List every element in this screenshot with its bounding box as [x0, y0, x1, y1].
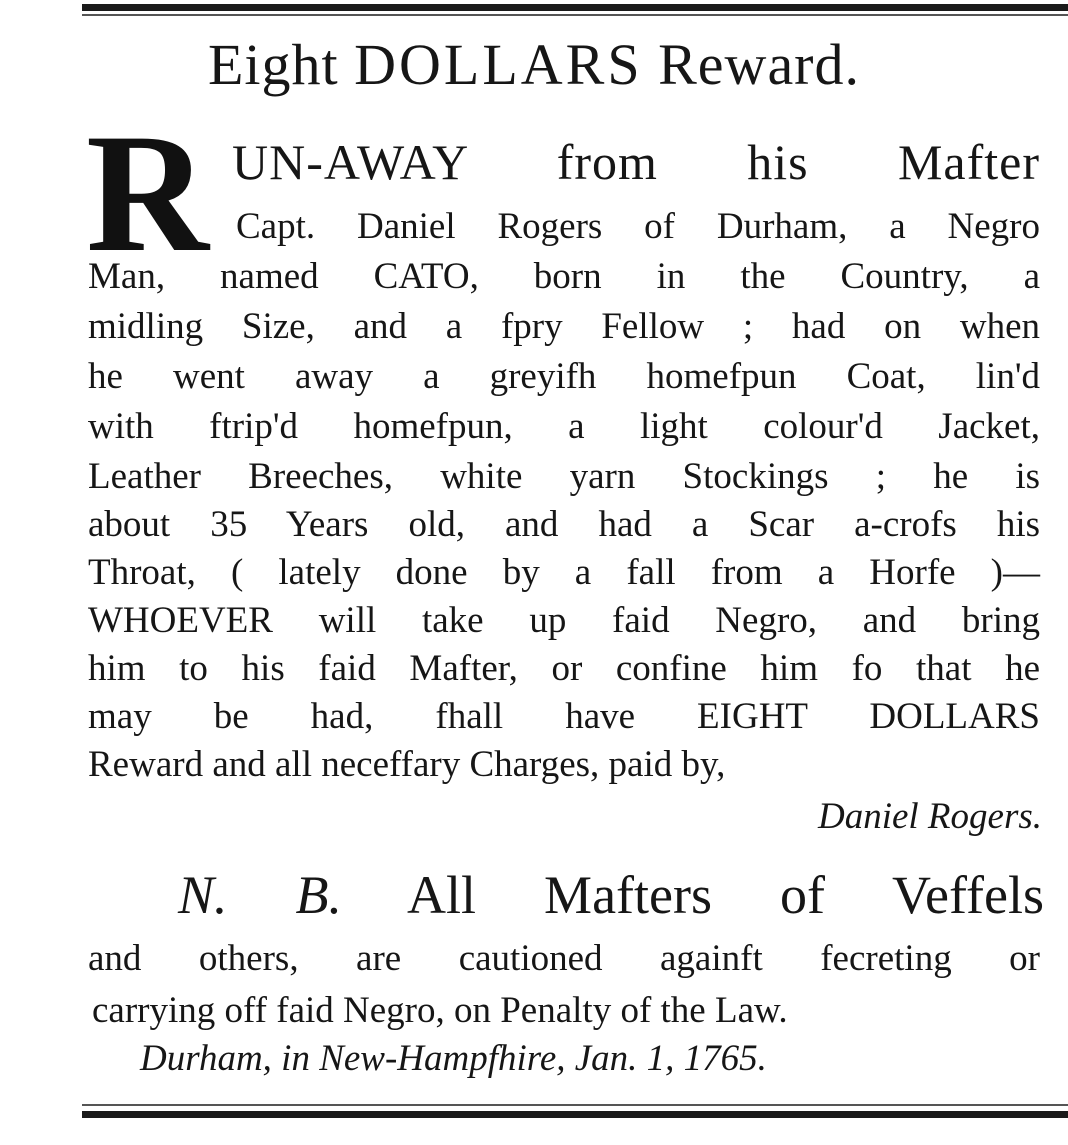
body-line-2: Capt. Daniel Rogers of Durham, a Negro [236, 206, 1040, 247]
bottom-rule [82, 1111, 1068, 1118]
body-line-1: UN-AWAY from his Mafter [232, 134, 1040, 190]
heading-part-dollars: DOLLARS [354, 32, 643, 97]
heading-part-reward: Reward. [658, 32, 860, 97]
nota-bene-label: N. B. [178, 865, 343, 925]
body-line-6: with ftrip'd homefpun, a light colour'd Jacket, [88, 406, 1040, 447]
body-line-3: Man, named CATO, born in the Country, a [88, 256, 1040, 297]
nota-bene-heading [178, 862, 1044, 928]
body-line-9: Throat, ( lately done by a fall from a Horfe )— [88, 552, 1040, 593]
nota-bene-line-2: carrying off faid Negro, on Penalty of the Law. [92, 990, 788, 1031]
body-line-11: him to his faid Mafter, or confine him fo that he [88, 648, 1040, 689]
bottom-rule-thin [82, 1104, 1068, 1106]
dateline: Durham, in New-Hampfhire, Jan. 1, 1765. [140, 1038, 767, 1079]
top-rule-thin [82, 14, 1068, 16]
reward-heading [0, 30, 1068, 100]
body-line-10: WHOEVER will take up faid Negro, and bring [88, 600, 1040, 641]
body-line-13: Reward and all neceffary Charges, paid by, [88, 744, 726, 785]
body-line-4: midling Size, and a fpry Fellow ; had on when [88, 306, 1040, 347]
nota-bene-line-1: and others, are cautioned againft fecreting or [88, 938, 1040, 979]
nota-bene-heading-text: All Mafters of Veffels [407, 865, 1044, 925]
signature: Daniel Rogers. [817, 796, 1042, 837]
top-rule [82, 4, 1068, 11]
body-line-12: may be had, fhall have EIGHT DOLLARS [88, 696, 1040, 737]
heading-part-eight: Eight [207, 32, 339, 97]
drop-cap: R [86, 99, 209, 287]
body-line-8: about 35 Years old, and had a Scar a-crofs his [88, 504, 1040, 545]
body-line-7: Leather Breeches, white yarn Stockings ; he is [88, 456, 1040, 497]
body-line-5: he went away a greyifh homefpun Coat, lin'd [88, 356, 1040, 397]
